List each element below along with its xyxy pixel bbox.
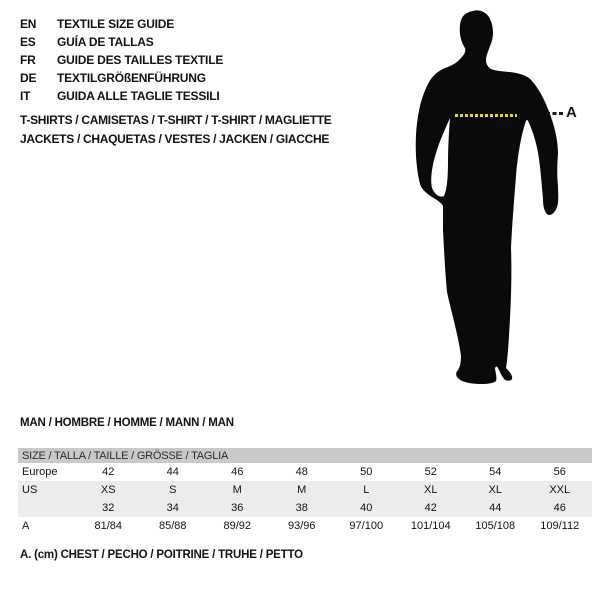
table-cell: 56 bbox=[553, 466, 566, 478]
chest-measure-dashes-yellow bbox=[455, 114, 517, 117]
table-cell: 109/112 bbox=[540, 520, 580, 532]
size-table-header-label: SIZE / TALLA / TAILLE / GRÖSSE / TAGLIA bbox=[22, 449, 229, 462]
language-label: TEXTILGRÖßENFÜHRUNG bbox=[57, 71, 206, 85]
table-cell: 44 bbox=[489, 502, 502, 514]
table-cell: 93/96 bbox=[287, 520, 316, 532]
language-label: GUIDA ALLE TAGLIE TESSILI bbox=[57, 89, 220, 103]
table-cell: 52 bbox=[424, 466, 437, 478]
table-cell: 54 bbox=[489, 466, 502, 478]
language-code: EN bbox=[20, 17, 37, 31]
table-cell: 48 bbox=[295, 466, 308, 478]
table-cell: XL bbox=[424, 484, 438, 496]
table-cell: XS bbox=[100, 484, 116, 496]
table-cell: 81/84 bbox=[94, 520, 123, 532]
language-code: IT bbox=[20, 89, 31, 103]
table-cell: 97/100 bbox=[349, 520, 384, 532]
table-cell: 89/92 bbox=[223, 520, 252, 532]
row-label: Europe bbox=[22, 466, 58, 478]
table-cell: 85/88 bbox=[158, 520, 187, 532]
man-silhouette-path bbox=[416, 10, 559, 384]
table-cell: 42 bbox=[424, 502, 437, 514]
language-code: DE bbox=[20, 71, 37, 85]
table-cell: 34 bbox=[166, 502, 179, 514]
table-cell: L bbox=[363, 484, 370, 496]
table-cell: 46 bbox=[231, 466, 244, 478]
category-tshirts: T-SHIRTS / CAMISETAS / T-SHIRT / T-SHIRT / MAGLIETTE bbox=[20, 113, 332, 127]
table-cell: M bbox=[232, 484, 242, 496]
table-cell: 44 bbox=[166, 466, 179, 478]
measure-label-a: A bbox=[566, 104, 577, 121]
table-cell: M bbox=[297, 484, 307, 496]
language-code: FR bbox=[20, 53, 36, 67]
table-cell: 40 bbox=[360, 502, 373, 514]
table-cell: 101/104 bbox=[410, 520, 451, 532]
table-cell: 50 bbox=[360, 466, 373, 478]
table-cell: 38 bbox=[295, 502, 308, 514]
table-cell: XL bbox=[488, 484, 502, 496]
table-cell: 32 bbox=[102, 502, 115, 514]
table-cell: 105/108 bbox=[475, 520, 516, 532]
section-title-man: MAN / HOMBRE / HOMME / MANN / MAN bbox=[20, 417, 234, 429]
table-cell: XXL bbox=[549, 484, 571, 496]
language-label: GUIDE DES TAILLES TEXTILE bbox=[57, 53, 224, 67]
row-label: A bbox=[22, 520, 30, 532]
table-cell: 36 bbox=[231, 502, 244, 514]
table-cell: S bbox=[169, 484, 177, 496]
footnote-chest: A. (cm) CHEST / PECHO / POITRINE / TRUHE / PETTO bbox=[20, 549, 303, 561]
language-label: GUÍA DE TALLAS bbox=[57, 35, 154, 49]
table-cell: 42 bbox=[102, 466, 115, 478]
language-code: ES bbox=[20, 35, 36, 49]
row-label: US bbox=[22, 484, 38, 496]
category-jackets: JACKETS / CHAQUETAS / VESTES / JACKEN / GIACCHE bbox=[20, 132, 330, 146]
language-label: TEXTILE SIZE GUIDE bbox=[57, 17, 175, 31]
table-cell: 46 bbox=[553, 502, 566, 514]
chest-measure-dashes-black bbox=[546, 112, 564, 115]
